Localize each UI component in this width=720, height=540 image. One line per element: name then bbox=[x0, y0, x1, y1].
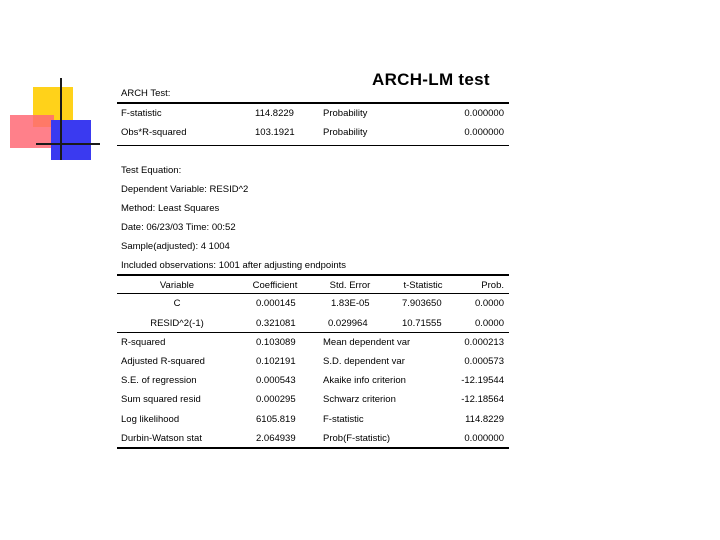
stat-label: Akaike info criterion bbox=[323, 375, 406, 386]
coef-t-statistic: 10.71555 bbox=[402, 318, 442, 329]
col-header-prob: Prob. bbox=[481, 280, 504, 291]
stat-value: 2.064939 bbox=[256, 433, 296, 444]
stat-value: 0.000295 bbox=[256, 394, 296, 405]
sample: Sample(adjusted): 4 1004 bbox=[121, 241, 230, 252]
stat-label: Log likelihood bbox=[121, 414, 180, 425]
equation-header: Test Equation: bbox=[121, 165, 182, 176]
col-header-variable: Variable bbox=[159, 280, 195, 291]
stats-bottom-rule bbox=[117, 447, 509, 449]
arch-top-rule bbox=[117, 102, 509, 104]
date-time: Date: 06/23/03 Time: 00:52 bbox=[121, 222, 236, 233]
stat-label: S.E. of regression bbox=[121, 375, 197, 386]
coef-bottom-rule bbox=[117, 332, 509, 333]
coef-prob: 0.0000 bbox=[474, 298, 504, 309]
stat-label: S.D. dependent var bbox=[323, 356, 405, 367]
stat-label: Prob(F-statistic) bbox=[323, 433, 391, 444]
decor-blue-square bbox=[51, 120, 91, 160]
stat-label: Schwarz criterion bbox=[323, 394, 396, 405]
coef-std-error: 1.83E-05 bbox=[331, 298, 370, 309]
decor-vertical-line bbox=[60, 78, 62, 160]
stat-label: F-statistic bbox=[323, 414, 364, 425]
stat-label: Mean dependent var bbox=[323, 337, 411, 348]
coef-variable: RESID^2(-1) bbox=[150, 318, 204, 329]
dependent-variable: Dependent Variable: RESID^2 bbox=[121, 184, 249, 195]
method: Method: Least Squares bbox=[121, 203, 220, 214]
arch-row-value: 114.8229 bbox=[255, 108, 294, 119]
stat-value: 0.000573 bbox=[464, 356, 504, 367]
stat-label: Sum squared resid bbox=[121, 394, 201, 405]
col-header-std-error: Std. Error bbox=[329, 280, 371, 291]
stat-label: R-squared bbox=[121, 337, 166, 348]
coef-prob: 0.0000 bbox=[474, 318, 504, 329]
stat-label: Adjusted R-squared bbox=[121, 356, 205, 367]
stat-value: 114.8229 bbox=[465, 414, 504, 425]
coef-header-rule bbox=[117, 293, 509, 294]
stat-value: -12.19544 bbox=[461, 375, 504, 386]
stat-value: 0.102191 bbox=[256, 356, 296, 367]
stat-value: -12.18564 bbox=[461, 394, 504, 405]
arch-row-label: F-statistic bbox=[121, 108, 162, 119]
col-header-coefficient: Coefficient bbox=[252, 280, 298, 291]
stat-value: 0.000213 bbox=[464, 337, 504, 348]
arch-row-prob-value: 0.000000 bbox=[464, 108, 504, 119]
coef-value: 0.000145 bbox=[256, 298, 296, 309]
coef-variable: C bbox=[173, 298, 181, 309]
arch-row-value: 103.1921 bbox=[255, 127, 295, 138]
included-observations: Included observations: 1001 after adjusting endpoints bbox=[121, 260, 346, 271]
stat-value: 0.000543 bbox=[256, 375, 296, 386]
stat-value: 0.103089 bbox=[256, 337, 296, 348]
arch-row-prob-label: Probability bbox=[323, 127, 368, 138]
arch-bottom-rule bbox=[117, 145, 509, 146]
decor-horizontal-line bbox=[36, 143, 100, 145]
coef-top-rule bbox=[117, 274, 509, 276]
arch-row-prob-label: Probability bbox=[323, 108, 368, 119]
stat-label: Durbin-Watson stat bbox=[121, 433, 202, 444]
stat-value: 0.000000 bbox=[464, 433, 504, 444]
coef-std-error: 0.029964 bbox=[328, 318, 368, 329]
col-header-t-statistic: t-Statistic bbox=[403, 280, 443, 291]
arch-row-label: Obs*R-squared bbox=[121, 127, 187, 138]
slide-title: ARCH-LM test bbox=[372, 70, 490, 89]
coef-t-statistic: 7.903650 bbox=[402, 298, 442, 309]
arch-row-prob-value: 0.000000 bbox=[464, 127, 504, 138]
coef-value: 0.321081 bbox=[256, 318, 296, 329]
stat-value: 6105.819 bbox=[256, 414, 296, 425]
arch-test-header: ARCH Test: bbox=[121, 88, 171, 99]
